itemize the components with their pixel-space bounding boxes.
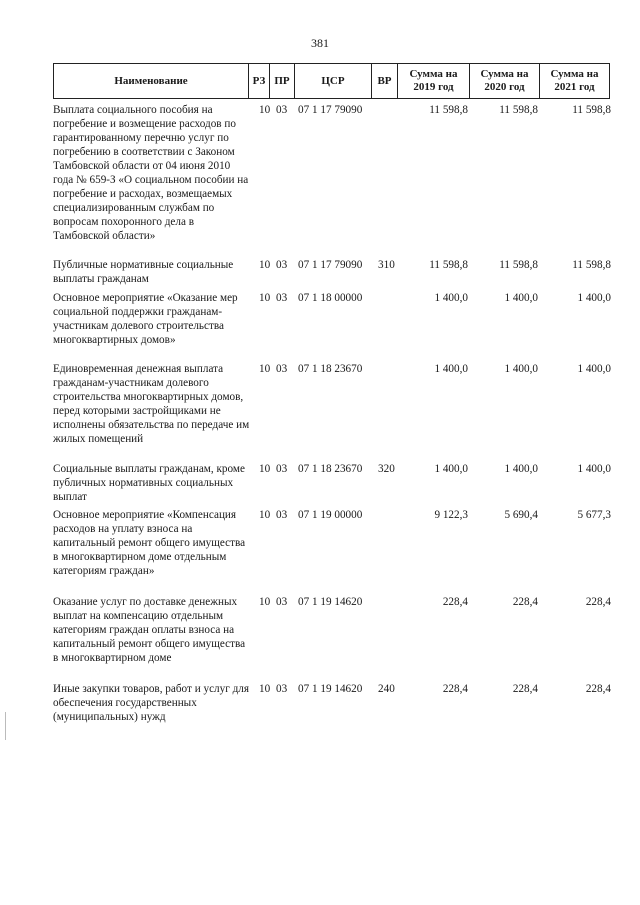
row-csr: 07 1 18 23670 xyxy=(298,463,363,475)
row-sum-2019: 11 598,8 xyxy=(429,104,468,116)
header-sum-2019: Сумма на 2019 год xyxy=(398,63,470,99)
row-pr: 03 xyxy=(276,259,288,271)
row-sum-2021: 5 677,3 xyxy=(577,509,611,521)
scan-margin-mark xyxy=(5,712,6,740)
row-sum-2019: 1 400,0 xyxy=(434,463,468,475)
row-name: Основное мероприятие «Оказание мер социальной поддержки гражданам-участникам долевого строительства многоквартирных домов» xyxy=(53,292,238,346)
row-name: Публичные нормативные социальные выплаты гражданам xyxy=(53,259,234,285)
row-pr: 03 xyxy=(276,292,288,304)
row-vr: 240 xyxy=(378,683,395,695)
row-sum-2021: 11 598,8 xyxy=(572,104,611,116)
row-rz: 10 xyxy=(259,259,271,271)
row-name: Социальные выплаты гражданам, кроме публичных нормативных социальных выплат xyxy=(53,463,245,503)
row-pr: 03 xyxy=(276,509,288,521)
row-sum-2021: 228,4 xyxy=(585,683,611,695)
row-rz: 10 xyxy=(259,509,271,521)
row-vr: 320 xyxy=(378,463,395,475)
row-sum-2019: 11 598,8 xyxy=(429,259,468,271)
header-rz: РЗ xyxy=(249,63,270,99)
row-sum-2020: 5 690,4 xyxy=(504,509,538,521)
row-rz: 10 xyxy=(259,463,271,475)
row-pr: 03 xyxy=(276,363,288,375)
row-csr: 07 1 19 14620 xyxy=(298,683,363,695)
row-sum-2020: 11 598,8 xyxy=(499,104,538,116)
row-csr: 07 1 17 79090 xyxy=(298,259,363,271)
row-sum-2019: 228,4 xyxy=(442,596,468,608)
row-rz: 10 xyxy=(259,363,271,375)
row-sum-2019: 1 400,0 xyxy=(434,292,468,304)
row-sum-2020: 1 400,0 xyxy=(504,363,538,375)
row-sum-2020: 228,4 xyxy=(512,596,538,608)
row-name: Оказание услуг по доставке денежных выплат на компенсацию отдельным категориям граждан оплаты взноса на капитальный ремонт общего имущества в многоквартирном доме xyxy=(53,596,246,664)
row-sum-2020: 1 400,0 xyxy=(504,463,538,475)
row-sum-2021: 228,4 xyxy=(585,596,611,608)
row-sum-2019: 9 122,3 xyxy=(434,509,468,521)
row-pr: 03 xyxy=(276,104,288,116)
header-sum-2020: Сумма на 2020 год xyxy=(470,63,540,99)
row-csr: 07 1 18 23670 xyxy=(298,363,363,375)
header-sum-2021: Сумма на 2021 год xyxy=(540,63,610,99)
row-sum-2021: 11 598,8 xyxy=(572,259,611,271)
row-sum-2020: 1 400,0 xyxy=(504,292,538,304)
row-pr: 03 xyxy=(276,463,288,475)
row-vr: 310 xyxy=(378,259,395,271)
row-rz: 10 xyxy=(259,683,271,695)
row-sum-2020: 228,4 xyxy=(512,683,538,695)
row-csr: 07 1 19 00000 xyxy=(298,509,363,521)
row-csr: 07 1 19 14620 xyxy=(298,596,363,608)
row-sum-2021: 1 400,0 xyxy=(577,363,611,375)
row-sum-2021: 1 400,0 xyxy=(577,292,611,304)
row-pr: 03 xyxy=(276,683,288,695)
page-number: 381 xyxy=(311,36,329,50)
row-name: Единовременная денежная выплата гражданам-участникам долевого строительства многоквартирных домов, перед которыми застройщиками не исполнены обязательства по передаче им жилых помещений xyxy=(53,363,250,445)
row-name: Выплата социального пособия на погребение и возмещение расходов по гарантированному перечню услуг по погребению в соответствии с Законом Тамбовской области от 04 июня 2010 года № 659-З «О социальном пособии на погребение и расходах, возмещаемых специализированным службам по вопросам похоронного дела в Тамбовской области» xyxy=(53,104,249,242)
row-rz: 10 xyxy=(259,104,271,116)
header-vr: ВР xyxy=(372,63,398,99)
row-rz: 10 xyxy=(259,292,271,304)
row-sum-2019: 228,4 xyxy=(442,683,468,695)
header-csr: ЦСР xyxy=(295,63,372,99)
row-pr: 03 xyxy=(276,596,288,608)
row-sum-2020: 11 598,8 xyxy=(499,259,538,271)
header-pr: ПР xyxy=(270,63,295,99)
row-name: Основное мероприятие «Компенсация расходов на уплату взноса на капитальный ремонт общего имущества в многоквартирном доме отдельным категориям граждан» xyxy=(53,509,246,577)
row-csr: 07 1 18 00000 xyxy=(298,292,363,304)
header-name: Наименование xyxy=(53,63,249,99)
row-csr: 07 1 17 79090 xyxy=(298,104,363,116)
row-sum-2021: 1 400,0 xyxy=(577,463,611,475)
row-rz: 10 xyxy=(259,596,271,608)
row-name: Иные закупки товаров, работ и услуг для обеспечения государственных (муниципальных) нужд xyxy=(53,683,250,723)
row-sum-2019: 1 400,0 xyxy=(434,363,468,375)
